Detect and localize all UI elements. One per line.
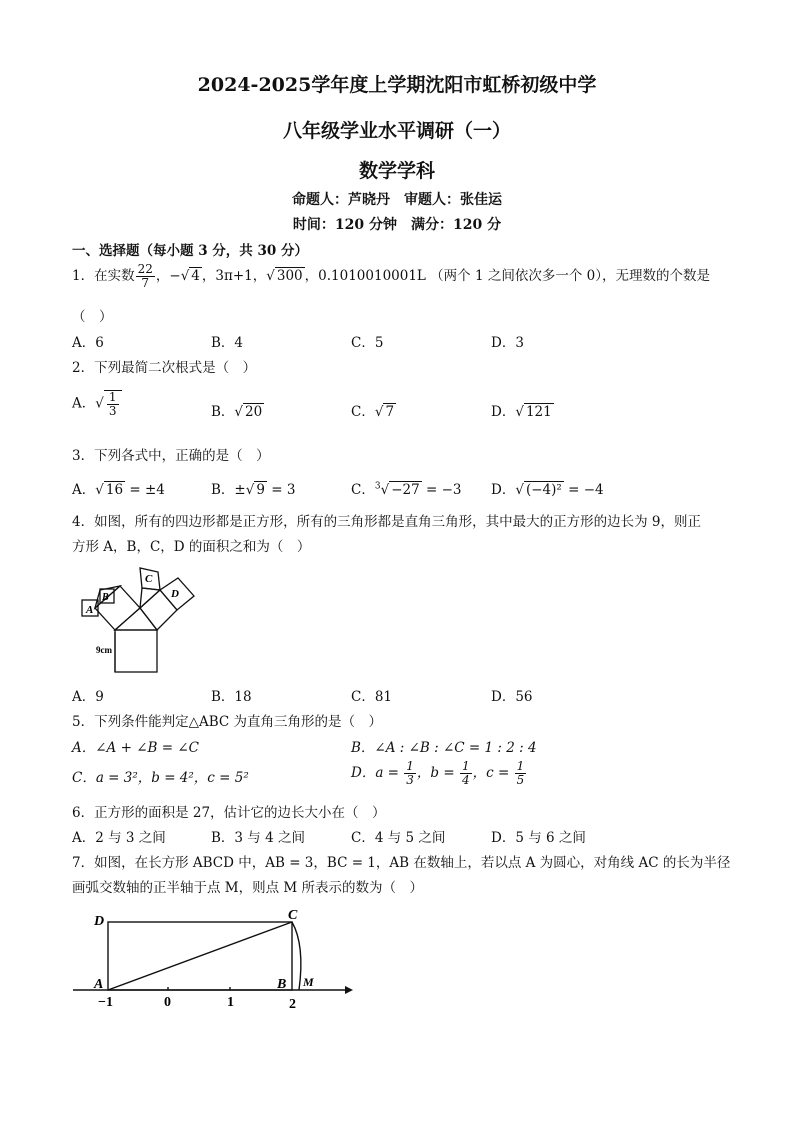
q1-option-a: A．6 xyxy=(72,335,104,351)
q7-figure xyxy=(70,905,355,1015)
q3-c-root: −27 xyxy=(391,482,420,498)
q2-c-label: C． xyxy=(351,404,375,420)
q4-figure xyxy=(72,560,207,680)
q5-d-frac2 xyxy=(460,760,472,787)
label-d: D xyxy=(94,914,105,929)
q3-c-tail: = −3 xyxy=(421,482,462,498)
q1-root2: 300 xyxy=(276,268,303,284)
arc-cm xyxy=(292,922,301,990)
q4-option-a: A．9 xyxy=(72,689,104,705)
q1-fraction xyxy=(136,263,155,290)
q1-frac-den: 7 xyxy=(141,276,150,290)
q1-p3: ，3π+1， xyxy=(201,268,267,284)
q5-d-n3: 1 xyxy=(516,759,525,773)
q3-a-label: A． xyxy=(72,482,96,498)
q2-option-d: D．√ 121 xyxy=(491,404,552,420)
q6-option-c: C．4 与 5 之间 xyxy=(351,830,446,846)
question-5: 5．下列条件能判定△ABC 为直角三角形的是（ ） xyxy=(72,714,383,730)
question-1: 1．在实数 $\frac{22}{7}$ ，−√ 4 ，3π+1，√ 300 ，0.1010010001L （两个 1 之间依次多一个 0），无理数的个数是 xyxy=(72,262,710,290)
q5-d-n1: 1 xyxy=(406,759,414,773)
q5-d-m2: ，c = xyxy=(472,765,514,781)
authors: 命题人：芦晓丹 审题人：张佳运 xyxy=(292,192,502,208)
tick-label-neg1: −1 xyxy=(98,995,113,1010)
tick-label-1: 1 xyxy=(227,995,234,1010)
q3-c-index: 3 xyxy=(374,481,381,492)
label-length: 9cm xyxy=(96,645,112,655)
label-m: M xyxy=(303,975,314,989)
q3-d-label: D． xyxy=(491,482,516,498)
right-small-triangle xyxy=(140,588,160,608)
q1-frac-num: 22 xyxy=(137,262,153,276)
q1-option-c: C．5 xyxy=(351,335,384,351)
q2-a-label: A． xyxy=(72,395,96,412)
q3-option-d: D．√ (−4)² = −4 xyxy=(491,482,604,498)
q2-d-root: 121 xyxy=(525,404,552,420)
q5-d-frac1 xyxy=(404,760,416,787)
label-b: B xyxy=(277,977,287,992)
q2-b-root: 20 xyxy=(245,404,263,420)
q5-option-d xyxy=(351,760,527,787)
q5-option-c: C．a = 3²，b = 4²，c = 5² xyxy=(72,770,249,786)
tick-label-2: 2 xyxy=(289,997,296,1012)
q4-option-c: C．81 xyxy=(351,689,393,705)
paper-title: 2024-2025学年度上学期沈阳市虹桥初级中学 xyxy=(197,74,597,96)
q4-option-b: B．18 xyxy=(211,689,252,705)
q1-p2: ，− xyxy=(155,268,181,284)
q1-root1: 4 xyxy=(191,268,200,284)
label-c: C xyxy=(288,908,298,923)
question-3: 3．下列各式中，正确的是（ ） xyxy=(72,448,270,464)
q2-b-label: B． xyxy=(211,404,235,420)
q2-c-root: 7 xyxy=(385,404,395,420)
q5-d-frac3 xyxy=(515,760,527,787)
q1-option-b: B．4 xyxy=(211,335,244,351)
q1-option-d: D．3 xyxy=(491,335,524,351)
q6-option-a: A．2 与 3 之间 xyxy=(72,830,166,846)
q1-p4: ，0.1010010001L （两个 1 之间依次多一个 0），无理数的个数是 xyxy=(304,268,710,284)
axis-arrow xyxy=(345,986,353,994)
q2-d-label: D． xyxy=(491,404,516,420)
subject-title: 数学学科 xyxy=(358,160,435,182)
q1-pre: 1．在实数 xyxy=(72,268,135,284)
section-heading: 一、选择题（每小题 3 分，共 30 分） xyxy=(72,243,308,259)
q2-a-num: 1 xyxy=(108,390,117,404)
q5-option-a: A．∠A + ∠B = ∠C xyxy=(72,740,199,756)
q5-d-label: D．a = xyxy=(351,765,404,781)
q5-d-m1: ，b = xyxy=(416,765,459,781)
q3-c-label: C． xyxy=(351,482,375,498)
q2-a-den: 3 xyxy=(108,404,117,418)
q5-d-n2: 1 xyxy=(461,759,470,773)
q3-a-tail: = ±4 xyxy=(125,482,165,498)
label-c: C xyxy=(145,573,153,585)
q3-option-a: A．√ 16 = ±4 xyxy=(72,482,165,498)
q3-option-b: B．±√ 9 = 3 xyxy=(211,482,296,498)
question-4-line1: 4．如图，所有的四边形都是正方形，所有的三角形都是直角三角形，其中最大的正方形的边长为 9，则正 xyxy=(72,514,701,530)
q6-option-b: B．3 与 4 之间 xyxy=(211,830,305,846)
q2-option-c: C．√ 7 xyxy=(351,404,395,420)
label-d: D xyxy=(171,588,179,600)
diagonal-ac xyxy=(108,922,292,990)
q5-d-d1: 3 xyxy=(406,773,414,787)
question-4-line2: 方形 A，B，C，D 的面积之和为（ ） xyxy=(72,539,311,555)
question-6: 6．正方形的面积是 27，估计它的边长大小在（ ） xyxy=(72,805,386,821)
q3-b-root: 9 xyxy=(256,482,265,498)
question-7-line2: 画弧交数轴的正半轴于点 M，则点 M 所表示的数为（ ） xyxy=(72,880,424,896)
q6-option-d: D．5 与 6 之间 xyxy=(491,830,586,846)
q3-b-label: B．± xyxy=(211,482,246,498)
q3-option-c: C．$^3$√ −27 = −3 xyxy=(351,481,462,498)
label-a: A xyxy=(86,604,94,616)
q5-option-b: B．∠A : ∠B : ∠C = 1 : 2 : 4 xyxy=(351,740,537,756)
q1-paren: （ ） xyxy=(72,309,113,325)
q2-option-b: B．√ 20 xyxy=(211,404,263,420)
q2-option-a: A．√ $\frac{1}{3}$ xyxy=(72,390,122,418)
label-b: B xyxy=(102,592,109,603)
big-square xyxy=(115,630,157,672)
question-7-line1: 7．如图，在长方形 ABCD 中，AB = 3，BC = 1，AB 在数轴上，若以点 A 为圆心，对角线 AC 的长为半径 xyxy=(72,855,731,871)
q3-a-root: 16 xyxy=(105,482,124,498)
q5-d-d2: 4 xyxy=(461,773,470,787)
q5-d-d3: 5 xyxy=(516,773,525,787)
tick-label-0: 0 xyxy=(164,995,171,1010)
exam-time: 时间：120 分钟 满分：120 分 xyxy=(292,217,502,233)
q3-b-tail: = 3 xyxy=(266,482,296,498)
label-a: A xyxy=(94,977,104,992)
q3-d-root: (−4)² xyxy=(525,482,562,498)
question-2: 2．下列最简二次根式是（ ） xyxy=(72,360,257,376)
q3-d-tail: = −4 xyxy=(563,482,604,498)
q4-option-d: D．56 xyxy=(491,689,533,705)
paper-subtitle: 八年级学业水平调研（一） xyxy=(282,120,511,142)
q2-a-fraction xyxy=(107,391,119,418)
